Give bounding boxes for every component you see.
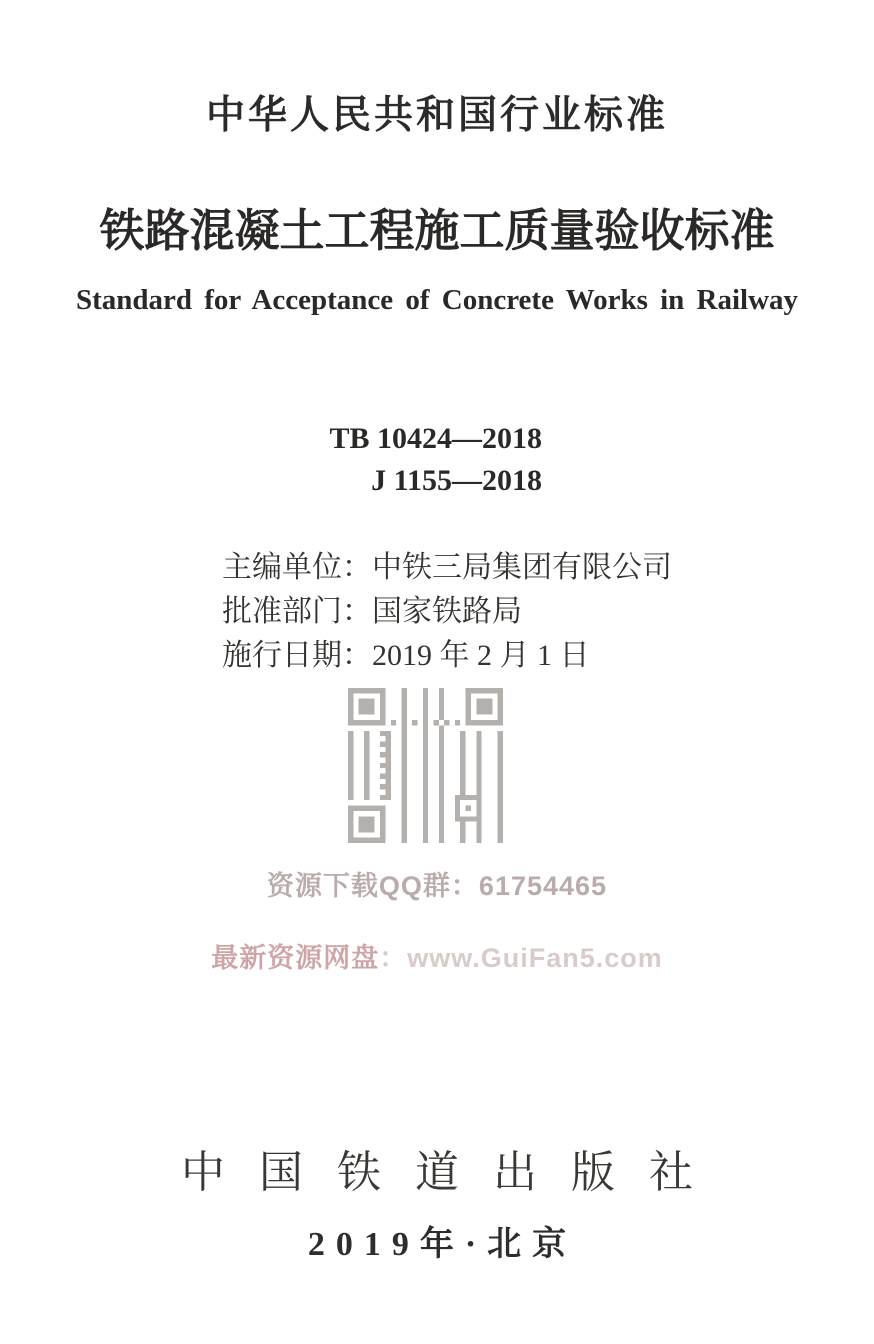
english-title: Standard for Acceptance of Concrete Works in Railway [75, 284, 799, 316]
watermark-site-label: 最新资源网盘 [211, 943, 380, 973]
effective-date-line: 施行日期：2019 年 2 月 1 日 [222, 639, 590, 672]
watermark-site [0, 936, 874, 975]
standard-numbers [329, 418, 542, 502]
category-title: 中华人民共和国行业标准 [205, 94, 668, 137]
year-city-line: 2019年·北京 [307, 1226, 578, 1263]
watermark-qq-group: 资源下载QQ群：61754465 [266, 871, 608, 901]
qr-code-icon [348, 688, 503, 843]
approval-department-line: 批准部门：国家铁路局 [222, 595, 522, 628]
standard-number-secondary: J 1155—2018 [371, 464, 542, 497]
standard-number-primary: TB 10424—2018 [329, 422, 542, 455]
chief-editor-line: 主编单位：中铁三局集团有限公司 [222, 551, 672, 584]
watermark-site-url: ：www.GuiFan5.com [379, 943, 663, 973]
main-title: 铁路混凝土工程施工质量验收标准 [99, 205, 775, 256]
publication-info [222, 546, 672, 678]
publisher-name: 中国铁道出版社 [181, 1148, 727, 1197]
